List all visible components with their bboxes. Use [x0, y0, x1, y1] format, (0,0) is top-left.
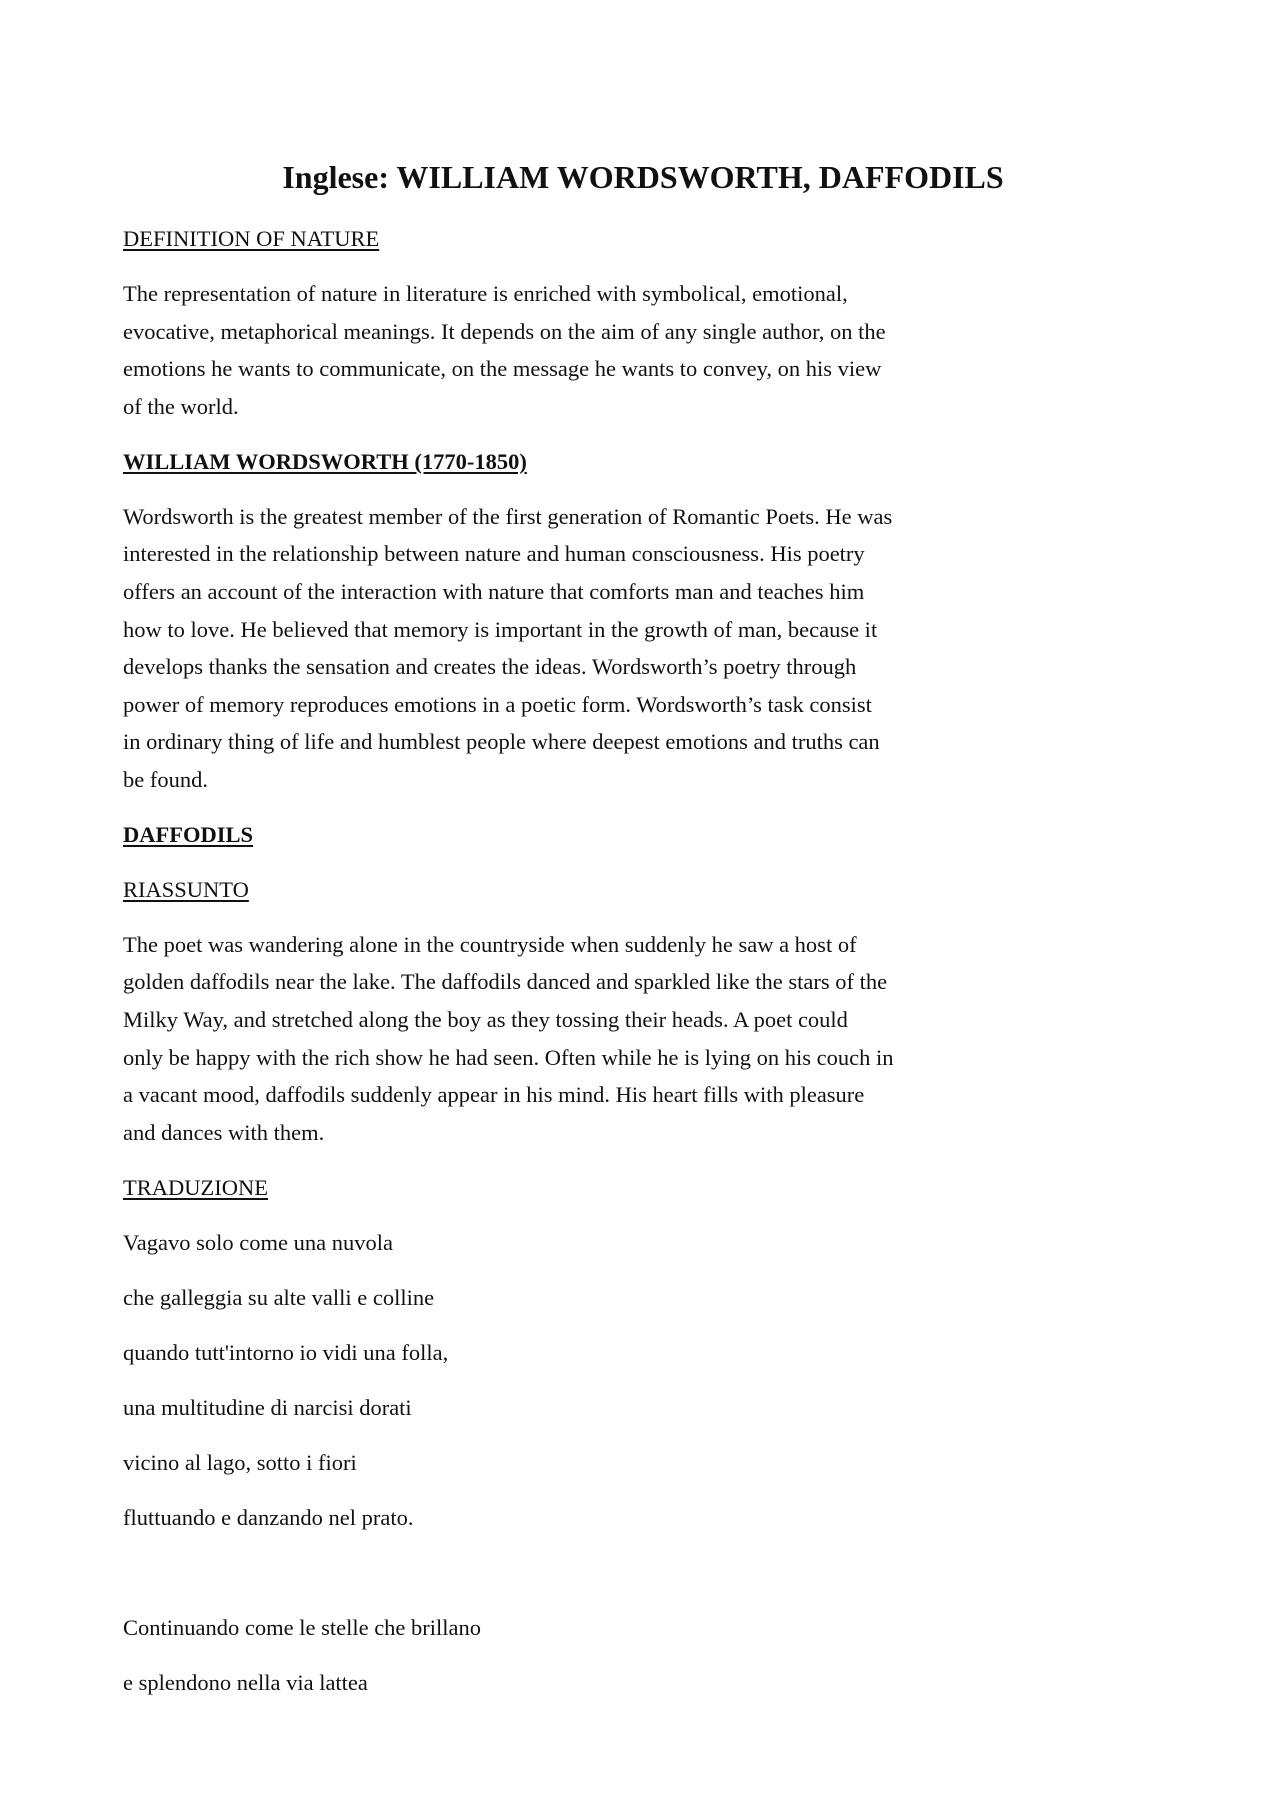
poem-line: una multitudine di narcisi dorati — [123, 1394, 412, 1420]
paragraph-line: develops thanks the sensation and creates the ideas. Wordsworth’s poetry through — [123, 654, 857, 680]
paragraph — [123, 498, 1183, 799]
poem-line: vicino al lago, sotto i fiori — [123, 1449, 357, 1475]
paragraph-line: The poet was wandering alone in the countryside when suddenly he saw a host of — [123, 931, 857, 957]
paragraph-line: golden daffodils near the lake. The daffodils danced and sparkled like the stars of the — [123, 969, 888, 995]
poem-line: Continuando come le stelle che brillano — [123, 1614, 482, 1640]
paragraph-line: The representation of nature in literature is enriched with symbolical, emotional, — [123, 280, 848, 306]
poem-line: quando tutt'intorno io vidi una folla, — [123, 1339, 449, 1365]
document-page — [123, 155, 1183, 1719]
paragraph-line: Wordsworth is the greatest member of the first generation of Romantic Poets. He was — [123, 503, 893, 529]
paragraph-line: be found. — [123, 766, 208, 792]
paragraph-line: of the world. — [123, 393, 239, 419]
poem-line: e splendono nella via lattea — [123, 1669, 368, 1695]
paragraph-line: evocative, metaphorical meanings. It depends on the aim of any single author, on the — [123, 318, 886, 344]
section-heading-text: WILLIAM WORDSWORTH (1770-1850) — [123, 448, 527, 474]
blank-line — [123, 1554, 1183, 1592]
paragraph-line: offers an account of the interaction with nature that comforts man and teaches him — [123, 578, 865, 604]
section-heading-text: DEFINITION OF NATURE — [123, 226, 380, 251]
section-heading — [123, 443, 1183, 481]
document-title: Inglese: WILLIAM WORDSWORTH, DAFFODILS — [282, 159, 1004, 195]
paragraph-line: emotions he wants to communicate, on the message he wants to convey, on his view — [123, 356, 882, 382]
section-heading-text: TRADUZIONE — [123, 1174, 268, 1200]
section-heading — [123, 1169, 1183, 1207]
poem-line: Vagavo solo come una nuvola — [123, 1229, 393, 1255]
poem-line: che galleggia su alte valli e colline — [123, 1284, 435, 1310]
paragraph — [123, 275, 1183, 425]
paragraph-line: and dances with them. — [123, 1119, 325, 1145]
section-heading — [123, 220, 1183, 258]
paragraph-line: power of memory reproduces emotions in a poetic form. Wordsworth’s task consist — [123, 691, 872, 717]
paragraph-line: in ordinary thing of life and humblest people where deepest emotions and truths can — [123, 729, 880, 755]
paragraph-line: a vacant mood, daffodils suddenly appear in his mind. His heart fills with pleasure — [123, 1082, 865, 1108]
paragraph-line: how to love. He believed that memory is important in the growth of man, because it — [123, 616, 878, 642]
document-body — [123, 220, 1183, 1701]
paragraph — [123, 926, 1183, 1152]
poem-line: fluttuando e danzando nel prato. — [123, 1504, 414, 1530]
section-heading-text: DAFFODILS — [123, 821, 254, 847]
paragraph-line: only be happy with the rich show he had seen. Often while he is lying on his couch in — [123, 1044, 894, 1070]
paragraph-line: Milky Way, and stretched along the boy as they tossing their heads. A poet could — [123, 1007, 848, 1033]
section-heading-text: RIASSUNTO — [123, 876, 249, 902]
section-heading — [123, 816, 1183, 854]
paragraph-line: interested in the relationship between nature and human consciousness. His poetry — [123, 541, 865, 567]
section-heading — [123, 871, 1183, 909]
